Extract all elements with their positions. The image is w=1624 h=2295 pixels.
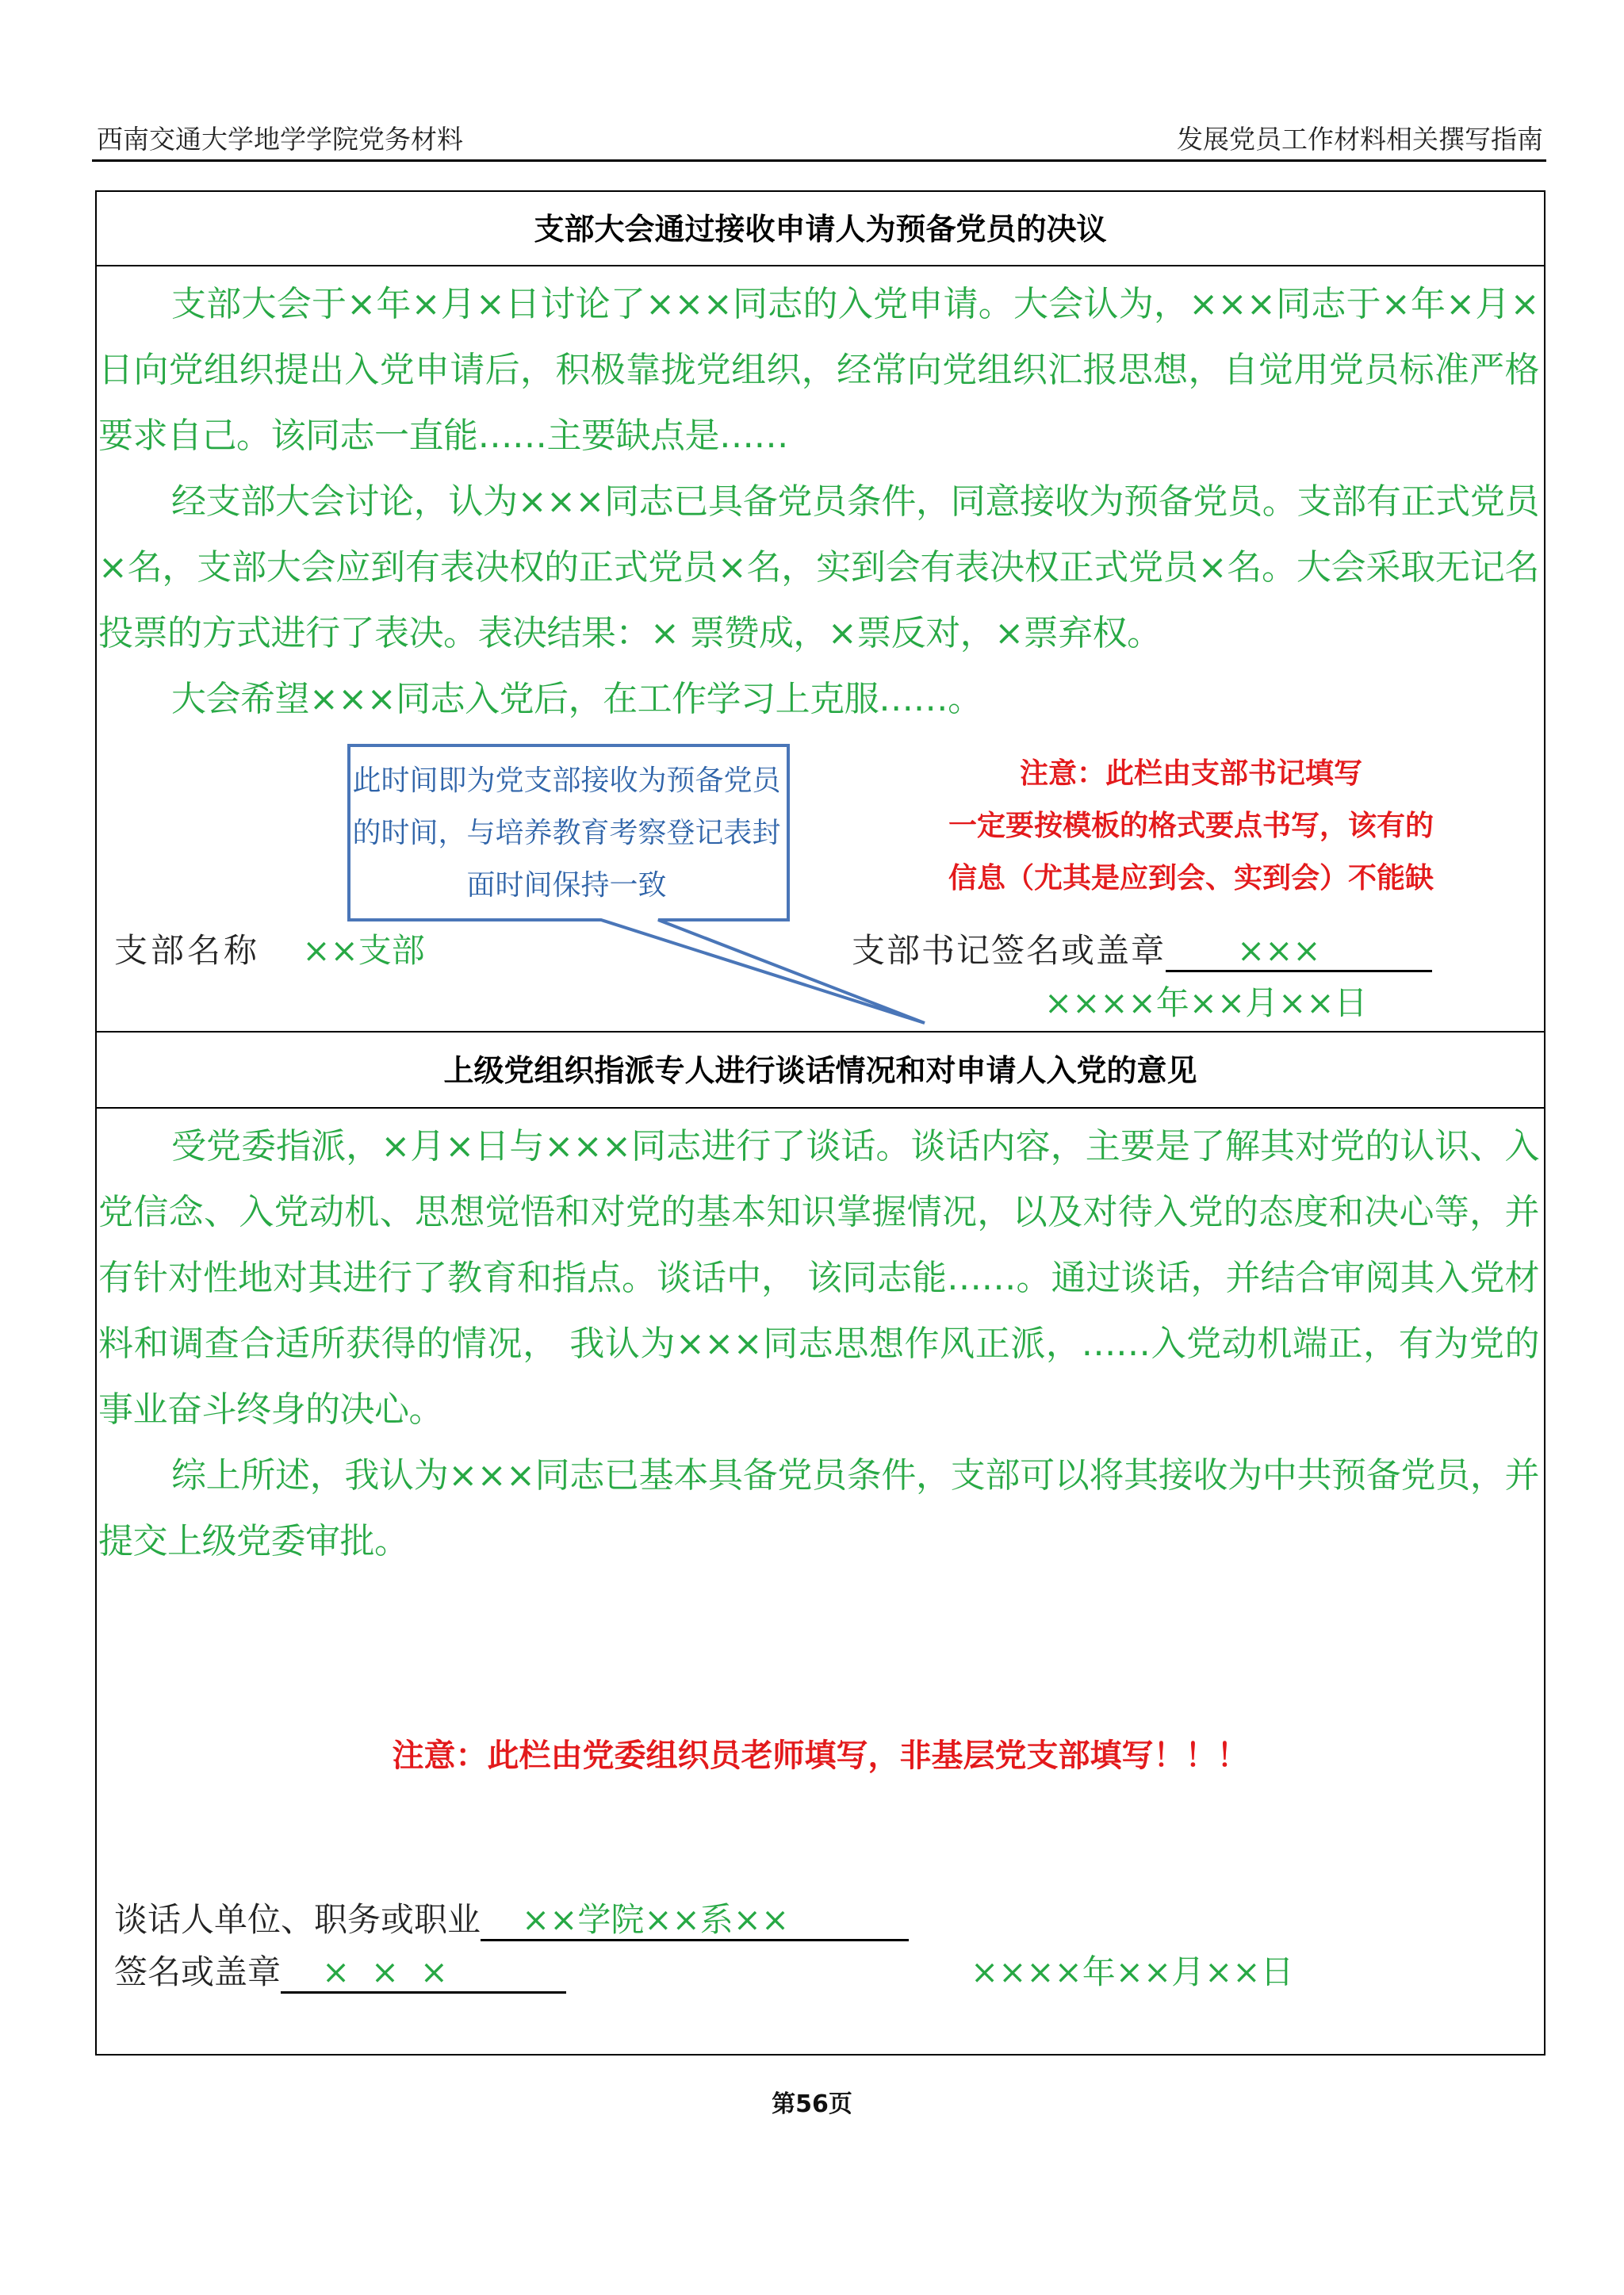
section1-date: ××××年××月××日 (1044, 983, 1368, 1022)
section1-paragraph-1: 支部大会于×年×月×日讨论了×××同志的入党申请。大会认为，×××同志于×年×月×日向党组织提出入党申请后，积极靠拢党组织，经常向党组织汇报思想，自觉用党员标准严格要求自己。该同志一直能……主要缺点是…… (98, 284, 1539, 456)
secretary-signature-field (852, 925, 1432, 972)
section2-date-field (971, 1946, 1294, 1994)
branch-name-label: 支部名称 (114, 931, 261, 970)
header-rule (92, 159, 1546, 162)
interviewer-unit-field (114, 1894, 909, 1941)
branch-name-value: ××支部 (302, 931, 425, 970)
section1-body (98, 271, 1539, 732)
header-left: 西南交通大学地学学院党务材料 (97, 124, 463, 155)
section2-title: 上级党组织指派专人进行谈话情况和对申请人入党的意见 (97, 1033, 1544, 1109)
section1-paragraph-3: 大会希望×××同志入党后，在工作学习上克服……。 (171, 679, 982, 719)
page-number: 第56页 (772, 2090, 852, 2118)
section2-paragraph-2: 综上所述，我认为×××同志已基本具备党员条件，支部可以将其接收为中共预备党员，并提交上级党委审批。 (98, 1455, 1539, 1561)
header-right: 发展党员工作材料相关撰写指南 (1177, 124, 1543, 155)
interviewer-signature-label: 签名或盖章 (114, 1952, 282, 1991)
section1-date-field (1044, 977, 1368, 1025)
secretary-note-line-1: 注意：此栏由支部书记填写 (1019, 757, 1362, 790)
section2-date: ××××年××月××日 (971, 1952, 1294, 1991)
section2-paragraph-1: 受党委指派，×月×日与×××同志进行了谈话。谈话内容，主要是了解其对党的认识、入党信念、入党动机、思想觉悟和对党的基本知识掌握情况，以及对待入党的态度和决心等，并有针对性地对其进行了教育和指点。谈话中， 该同志能……。通过谈话，并结合审阅其入党材料和调查合适所获得的情况， 我认为×××同志思想作风正派，……入党动机端正，有为党的事业奋斗终身的决心。 (98, 1126, 1539, 1430)
section1-paragraph-2: 经支部大会讨论，认为×××同志已具备党员条件，同意接收为预备党员。支部有正式党员×名，支部大会应到有表决权的正式党员×名，实到会有表决权正式党员×名。大会采取无记名投票的方式进行了表决。表决结果：× 票赞成，×票反对，×票弃权。 (98, 481, 1539, 653)
secretary-note (921, 747, 1461, 904)
interviewer-signature-field (114, 1946, 566, 1994)
secretary-signature-label: 支部书记签名或盖章 (852, 931, 1166, 970)
interviewer-unit-value: ××学院××系×× (481, 1901, 909, 1941)
section-branch-resolution (95, 190, 1545, 1033)
callout-text: 此时间即为党支部接收为预备党员的时间，与培养教育考察登记表封面时间保持一致 (352, 764, 781, 902)
secretary-note-line-2: 一定要按模板的格式要点书写，该有的 (948, 809, 1434, 842)
interviewer-unit-label: 谈话人单位、职务或职业 (114, 1900, 481, 1939)
secretary-signature-value: ××× (1166, 932, 1432, 972)
interviewer-signature-value: × × × (281, 1953, 566, 1994)
organizer-note: 注意：此栏由党委组织员老师填写，非基层党支部填写！！！ (392, 1737, 1249, 1774)
section2-body (98, 1113, 1539, 1574)
secretary-note-line-3: 信息（尤其是应到会、实到会）不能缺 (948, 861, 1434, 895)
branch-name-field (114, 925, 425, 972)
section-superior-interview (95, 1031, 1545, 2056)
section1-title: 支部大会通过接收申请人为预备党员的决议 (97, 192, 1544, 266)
